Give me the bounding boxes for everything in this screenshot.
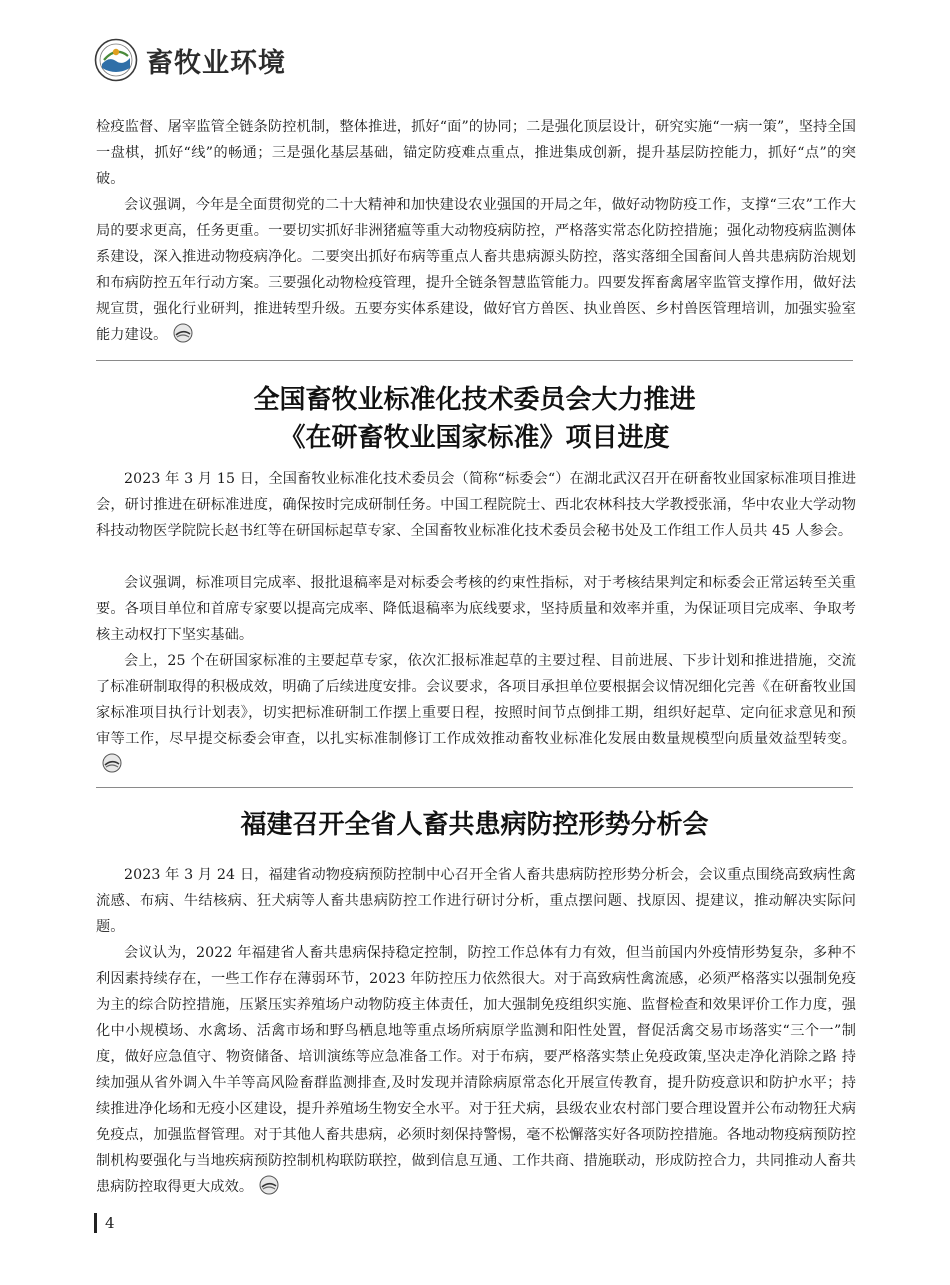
article3-paragraph-2-text: 会议认为，2022 年福建省人畜共患病保持稳定控制，防控工作总体有力有效，但当前国内外疫情形势复杂，多种不利因素持续存在，一些工作存在薄弱环节，2023 年防控压力依然很大。对于高致病性禽流感，必须严格落实以强制免疫为主的综合防控措施，压紧压实养殖场户动物防疫主体责任，加大强制免疫组织实施、监督检查和效果评价工作力度，强化中小规模场、水禽场、活禽市场和野鸟栖息地等重点场所病原学监测和阳性处置，督促活禽交易市场落实“三个一”制度，做好应急值守、物资储备、培训演练等应急准备工作。对于布病，要严格落实禁止免疫政策,坚决走净化消除之路 持续加强从省外调入牛羊等高风险畜群监测排查,及时发现并清除病原常态化开展宣传教育，提升防疫意识和防护水平；持续推进净化场和无疫小区建设，提升养殖场生物安全水平。对于狂犬病，县级农业农村部门要合理设置并公布动物狂犬病免疫点，加强监督管理。对于其他人畜共患病，必须时刻保持警惕，毫不松懈落实好各项防控措施。各地动物疫病预防控制机构要强化与当地疾病预防控制机构联防联控，做到信息互通、工作共商、措施联动，形成防控合力，共同推动人畜共患病防控取得更大成效。 <box>96 945 856 1195</box>
section-divider-1 <box>96 360 853 361</box>
article2-paragraph-1: 2023 年 3 月 15 日，全国畜牧业标准化技术委员会（简称“标委会“）在湖北武汉召开在研畜牧业国家标准项目推进会，研讨推进在研标准进度，确保按时完成研制任务。中国工程院院士、西北农林科技大学教授张涌，华中农业大学动物科技动物医学院院长赵书红等在研国标起草专家、全国畜牧业标准化技术委员会秘书处及工作组工作人员共 45 人参会。 <box>96 471 856 539</box>
section-divider-2 <box>96 787 853 788</box>
article2-paragraph-3 <box>96 648 856 778</box>
article1-paragraph-2-text: 会议强调，今年是全面贯彻党的二十大精神和加快建设农业强国的开局之年，做好动物防疫工作，支撑“三农”工作大局的要求更高，任务更重。一要切实抓好非洲猪瘟等重大动物疫病防控，严格落实常态化防控措施；强化动物疫病监测体系建设，深入推进动物疫病净化。二要突出抓好布病等重点人畜共患病源头防控，落实落细全国畜间人兽共患病防治规划和布病防控五年行动方案。三要强化动物检疫管理，提升全链条智慧监管能力。四要发挥畜禽屠宰监管支撑作用，做好法规宣贯，强化行业研判，推进转型升级。五要夯实体系建设，做好官方兽医、执业兽医、乡村兽医管理培训，加强实验室能力建设。 <box>96 197 856 343</box>
footer-bar <box>94 1213 97 1233</box>
page-header <box>94 34 286 86</box>
article2-title-line-1: 全国畜牧业标准化技术委员会大力推进 <box>253 385 696 415</box>
page-number: 4 <box>105 1214 115 1232</box>
end-mark-icon <box>173 323 193 343</box>
end-mark-icon <box>259 1175 279 1195</box>
end-mark-icon <box>102 753 122 773</box>
article2-paragraph-2: 会议强调，标准项目完成率、报批退稿率是对标委会考核的约束性指标，对于考核结果判定和标委会正常运转至关重要。各项目单位和首席专家要以提高完成率、降低退稿率为底线要求，坚持质量和效率并重，为保证项目完成率、争取考核主动权打下坚实基础。 <box>96 575 856 643</box>
article1-paragraph-1: 检疫监督、屠宰监管全链条防控机制，整体推进，抓好“面”的协同；二是强化顶层设计，研究实施“一病一策”，坚持全国一盘棋，抓好“线”的畅通；三是强化基层基础，锚定防疫难点重点，推进集成创新，提升基层防控能力，抓好“点”的突破。 <box>96 119 856 187</box>
article2-paragraph-3-text: 会上，25 个在研国家标准的主要起草专家，依次汇报标准起草的主要过程、目前进展、下步计划和推进措施，交流了标准研制取得的积极成效，明确了后续进度安排。会议要求，各项目承担单位要根据会议情况细化完善《在研畜牧业国家标准项目执行计划表》，切实把标准研制工作摆上重要日程，按照时间节点倒排工期，组织好起草、定向征求意见和预审等工作，尽早提交标委会审查，以扎实标准制修订工作成效推动畜牧业标准化发展由数量规模型向质量效益型转变。 <box>96 653 856 747</box>
article2-title <box>96 381 853 457</box>
article1-paragraph-2 <box>96 192 856 348</box>
journal-logo-icon <box>94 38 138 82</box>
article2-title-line-2: 《在研畜牧业国家标准》项目进度 <box>279 423 670 453</box>
article3-title: 福建召开全省人畜共患病防控形势分析会 <box>240 810 709 840</box>
article3-paragraph-1: 2023 年 3 月 24 日，福建省动物疫病预防控制中心召开全省人畜共患病防控形势分析会，会议重点围绕高致病性禽流感、布病、牛结核病、狂犬病等人畜共患病防控工作进行研讨分析，重点摆问题、找原因、提建议，推动解决实际问题。 <box>96 867 856 935</box>
article3-paragraph-2 <box>96 940 856 1200</box>
page-footer <box>94 1212 115 1234</box>
magazine-title: 畜牧业环境 <box>146 47 286 79</box>
